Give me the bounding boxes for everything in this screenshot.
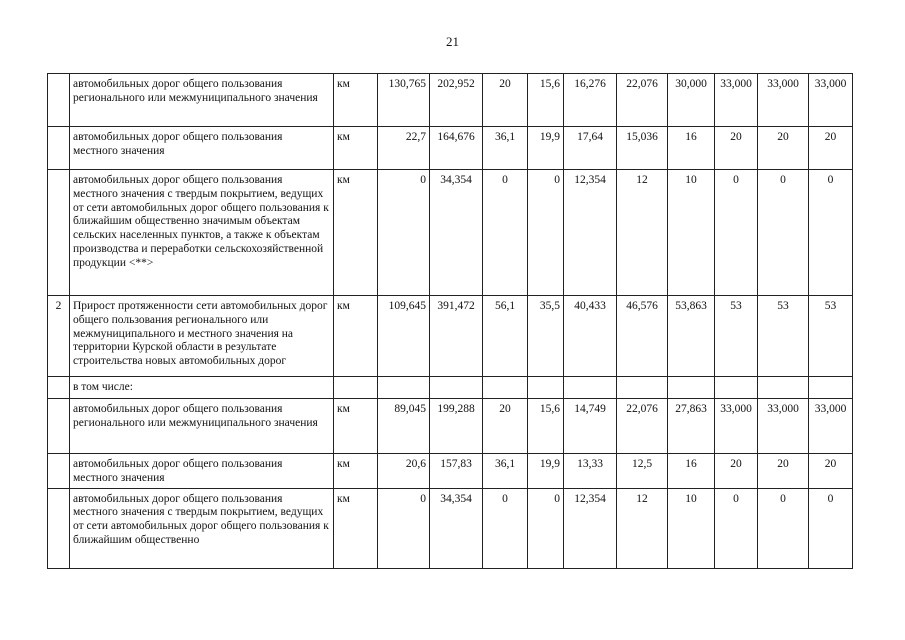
unit-cell: км — [334, 74, 378, 127]
value-cell: 33,000 — [809, 399, 853, 454]
indicator-description-cell: автомобильных дорог общего пользования местного значения — [70, 454, 334, 489]
value-cell: 157,83 — [430, 454, 483, 489]
value-cell: 20 — [809, 454, 853, 489]
value-cell: 15,036 — [617, 127, 668, 170]
value-cell: 0 — [715, 170, 758, 296]
value-cell: 12 — [617, 488, 668, 568]
value-cell: 164,676 — [430, 127, 483, 170]
value-cell: 202,952 — [430, 74, 483, 127]
value-cell — [378, 377, 430, 399]
page-number: 21 — [446, 34, 459, 49]
unit-cell: км — [334, 399, 378, 454]
value-cell: 19,9 — [528, 127, 564, 170]
value-cell — [715, 377, 758, 399]
table-row — [48, 170, 853, 296]
value-cell — [564, 377, 617, 399]
indicator-description-cell: в том числе: — [70, 377, 334, 399]
value-cell — [483, 377, 528, 399]
indicator-description-cell: автомобильных дорог общего пользования местного значения с твердым покрытием, ведущих от сети автомобильных дорог общего пользования к ближайшим общественно значимым объектам сельских населенных пунктов, а также к объектам производства и переработки сельскохозяйственной продукции <**> — [70, 170, 334, 296]
value-cell: 199,288 — [430, 399, 483, 454]
value-cell: 0 — [758, 170, 809, 296]
value-cell: 0 — [758, 488, 809, 568]
value-cell — [809, 377, 853, 399]
value-cell: 33,000 — [758, 399, 809, 454]
value-cell — [617, 377, 668, 399]
value-cell: 12,354 — [564, 488, 617, 568]
value-cell: 10 — [668, 488, 715, 568]
table-row — [48, 399, 853, 454]
value-cell: 13,33 — [564, 454, 617, 489]
row-number-cell — [48, 399, 70, 454]
value-cell: 22,076 — [617, 399, 668, 454]
value-cell: 0 — [528, 488, 564, 568]
value-cell — [430, 377, 483, 399]
value-cell: 36,1 — [483, 127, 528, 170]
value-cell: 0 — [809, 170, 853, 296]
value-cell: 33,000 — [715, 399, 758, 454]
value-cell: 0 — [483, 488, 528, 568]
indicator-table — [47, 73, 853, 569]
table-row — [48, 74, 853, 127]
table-row — [48, 127, 853, 170]
indicator-description-cell: автомобильных дорог общего пользования местного значения — [70, 127, 334, 170]
value-cell: 56,1 — [483, 296, 528, 377]
value-cell: 20 — [715, 454, 758, 489]
value-cell: 46,576 — [617, 296, 668, 377]
indicator-description-cell: автомобильных дорог общего пользования регионального или межмуниципального значения — [70, 399, 334, 454]
unit-cell: км — [334, 488, 378, 568]
table-row — [48, 377, 853, 399]
value-cell: 40,433 — [564, 296, 617, 377]
value-cell — [758, 377, 809, 399]
value-cell: 391,472 — [430, 296, 483, 377]
value-cell: 15,6 — [528, 399, 564, 454]
table-row — [48, 454, 853, 489]
value-cell: 0 — [483, 170, 528, 296]
value-cell: 0 — [528, 170, 564, 296]
value-cell: 16,276 — [564, 74, 617, 127]
value-cell: 20 — [809, 127, 853, 170]
value-cell: 12,5 — [617, 454, 668, 489]
value-cell: 35,5 — [528, 296, 564, 377]
value-cell: 53 — [758, 296, 809, 377]
value-cell: 34,354 — [430, 170, 483, 296]
unit-cell: км — [334, 454, 378, 489]
value-cell: 19,9 — [528, 454, 564, 489]
value-cell: 0 — [715, 488, 758, 568]
value-cell: 33,000 — [715, 74, 758, 127]
value-cell: 0 — [378, 488, 430, 568]
row-number-cell — [48, 488, 70, 568]
value-cell: 130,765 — [378, 74, 430, 127]
unit-cell — [334, 377, 378, 399]
value-cell: 20 — [758, 454, 809, 489]
value-cell: 109,645 — [378, 296, 430, 377]
value-cell: 14,749 — [564, 399, 617, 454]
value-cell: 0 — [378, 170, 430, 296]
row-number-cell — [48, 377, 70, 399]
value-cell: 22,7 — [378, 127, 430, 170]
value-cell: 30,000 — [668, 74, 715, 127]
value-cell: 16 — [668, 454, 715, 489]
value-cell: 22,076 — [617, 74, 668, 127]
row-number-cell — [48, 454, 70, 489]
indicator-description-cell: автомобильных дорог общего пользования местного значения с твердым покрытием, ведущих от сети автомобильных дорог общего пользования к ближайшим общественно — [70, 488, 334, 568]
value-cell — [668, 377, 715, 399]
value-cell: 12,354 — [564, 170, 617, 296]
value-cell: 20 — [758, 127, 809, 170]
value-cell: 20 — [715, 127, 758, 170]
value-cell: 36,1 — [483, 454, 528, 489]
indicator-description-cell: Прирост протяженности сети автомобильных дорог общего пользования регионального или межмуниципального и местного значения на территории Курской области в результате строительства новых автомобильных дорог — [70, 296, 334, 377]
table-row — [48, 488, 853, 568]
unit-cell: км — [334, 170, 378, 296]
table-row — [48, 296, 853, 377]
value-cell: 12 — [617, 170, 668, 296]
value-cell: 20 — [483, 74, 528, 127]
value-cell: 33,000 — [758, 74, 809, 127]
value-cell: 15,6 — [528, 74, 564, 127]
unit-cell: км — [334, 127, 378, 170]
table-body — [48, 74, 853, 569]
value-cell — [528, 377, 564, 399]
row-number-cell — [48, 127, 70, 170]
value-cell: 20,6 — [378, 454, 430, 489]
value-cell: 53 — [809, 296, 853, 377]
value-cell: 17,64 — [564, 127, 617, 170]
value-cell: 53 — [715, 296, 758, 377]
row-number-cell — [48, 74, 70, 127]
value-cell: 10 — [668, 170, 715, 296]
value-cell: 16 — [668, 127, 715, 170]
value-cell: 34,354 — [430, 488, 483, 568]
value-cell: 33,000 — [809, 74, 853, 127]
value-cell: 0 — [809, 488, 853, 568]
value-cell: 20 — [483, 399, 528, 454]
value-cell: 89,045 — [378, 399, 430, 454]
indicator-description-cell: автомобильных дорог общего пользования регионального или межмуниципального значения — [70, 74, 334, 127]
unit-cell: км — [334, 296, 378, 377]
value-cell: 27,863 — [668, 399, 715, 454]
row-number-cell — [48, 170, 70, 296]
row-number-cell: 2 — [48, 296, 70, 377]
value-cell: 53,863 — [668, 296, 715, 377]
